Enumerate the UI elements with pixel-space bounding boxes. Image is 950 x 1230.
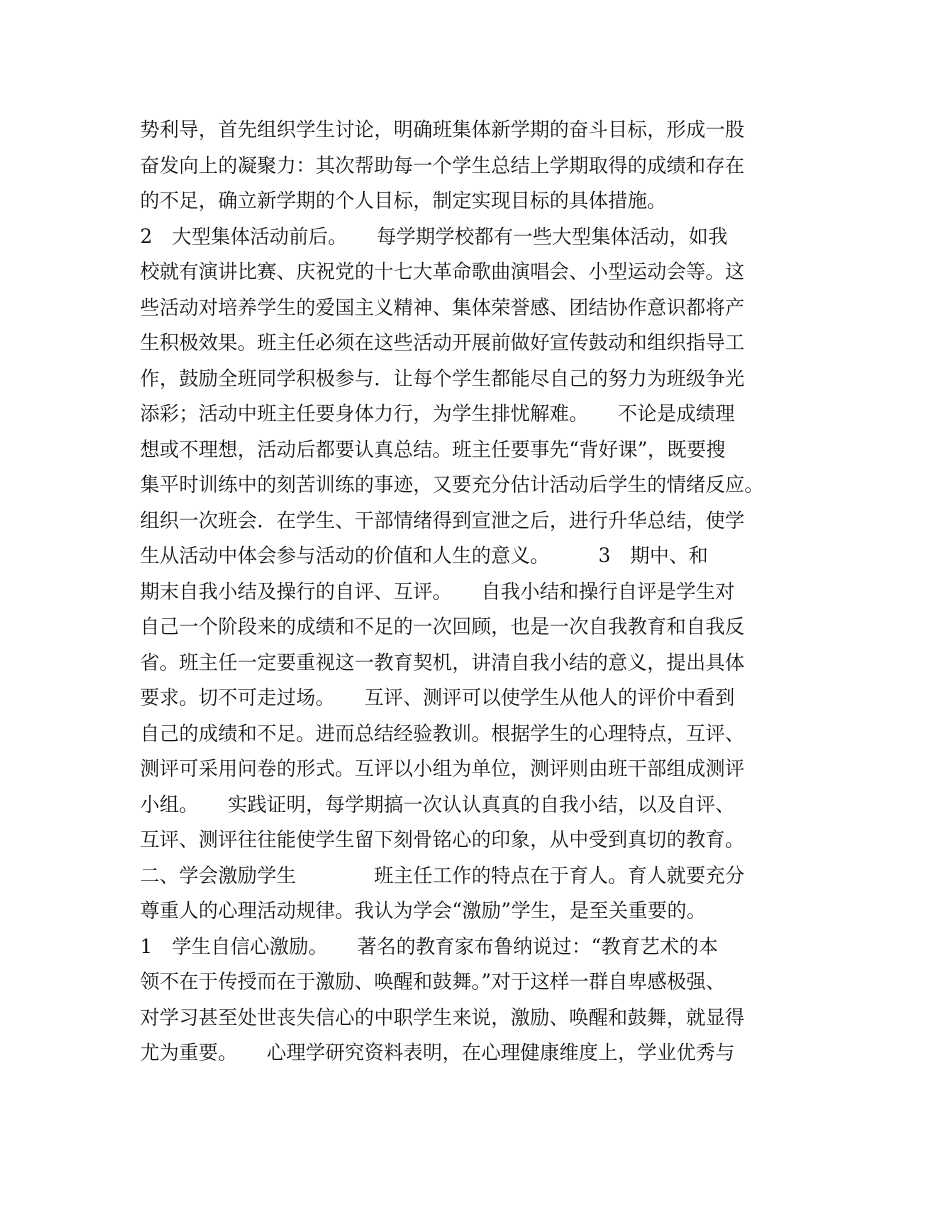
text-line: 势利导，首先组织学生讨论，明确班集体新学期的奋斗目标，形成一股 — [140, 118, 745, 141]
text-line: 测评可采用问卷的形式。互评以小组为单位，测评则由班干部组成测评 — [140, 757, 745, 780]
body-text — [140, 112, 830, 1071]
text-line: 二、学会激励学生 班主任工作的特点在于育人。育人就要充分 — [140, 863, 745, 887]
text-line: 组织一次班会．在学生、干部情绪得到宣泄之后，进行升华总结，使学 — [140, 508, 745, 532]
text-line: 集平时训练中的刻苦训练的事迹，又要充分估计活动后学生的情绪反应。 — [140, 473, 765, 496]
text-line: 作，鼓励全班同学积极参与．让每个学生都能尽自己的努力为班级争光 — [140, 366, 745, 390]
text-line: 校就有演讲比赛、庆祝党的十七大革命歌曲演唱会、小型运动会等。这 — [140, 260, 745, 283]
text-line: 自己一个阶段来的成绩和不足的一次回顾，也是一次自我教育和自我反 — [140, 615, 745, 638]
text-line: 省。班主任一定要重视这一教育契机，讲清自我小结的意义，提出具体 — [140, 650, 745, 674]
text-line: 期末自我小结及操行的自评、互评。 自我小结和操行自评是学生对 — [140, 579, 735, 603]
text-line: 小组。 实践证明，每学期搞一次认认真真的自我小结，以及自评、 — [140, 792, 735, 816]
text-line: 自己的成绩和不足。进而总结经验教训。根据学生的心理特点，互评、 — [140, 721, 745, 745]
text-line: 想或不理想，活动后都要认真总结。班主任要事先“背好课”，既要搜 — [140, 437, 726, 461]
text-line: 奋发向上的凝聚力：其次帮助每一个学生总结上学期取得的成绩和存在 — [140, 153, 745, 177]
text-line: 领不在于传授而在于激励、唤醒和鼓舞。”对于这样一群自卑感极强、 — [140, 970, 726, 993]
text-line: 生从活动中体会参与活动的价值和人生的意义。 3 期中、和 — [140, 544, 709, 567]
text-line: 对学习甚至处世丧失信心的中职学生来说，激励、唤醒和鼓舞，就显得 — [140, 1005, 745, 1029]
text-line: 互评、测评往往能使学生留下刻骨铭心的印象，从中受到真切的教育。 — [140, 828, 745, 851]
text-line: 生积极效果。班主任必须在这些活动开展前做好宣传鼓动和组织指导工 — [140, 331, 745, 354]
text-line: 的不足，确立新学期的个人目标，制定实现目标的具体措施。 — [140, 189, 667, 212]
text-line: 1 学生自信心激励。 著名的教育家布鲁纳说过：“教育艺术的本 — [140, 934, 719, 958]
text-line: 尊重人的心理活动规律。我认为学会“激励”学生，是至关重要的。 — [140, 899, 706, 922]
text-line: 2 大型集体活动前后。 每学期学校都有一些大型集体活动，如我 — [140, 224, 728, 248]
text-line: 些活动对培养学生的爱国主义精神、集体荣誉感、团结协作意识都将产 — [140, 295, 745, 319]
text-line: 添彩；活动中班主任要身体力行，为学生排忧解难。 不论是成绩理 — [140, 402, 735, 425]
text-line: 尤为重要。 心理学研究资料表明，在心理健康维度上，学业优秀与 — [140, 1041, 735, 1064]
text-line: 要求。切不可走过场。 互评、测评可以使学生从他人的评价中看到 — [140, 686, 735, 709]
